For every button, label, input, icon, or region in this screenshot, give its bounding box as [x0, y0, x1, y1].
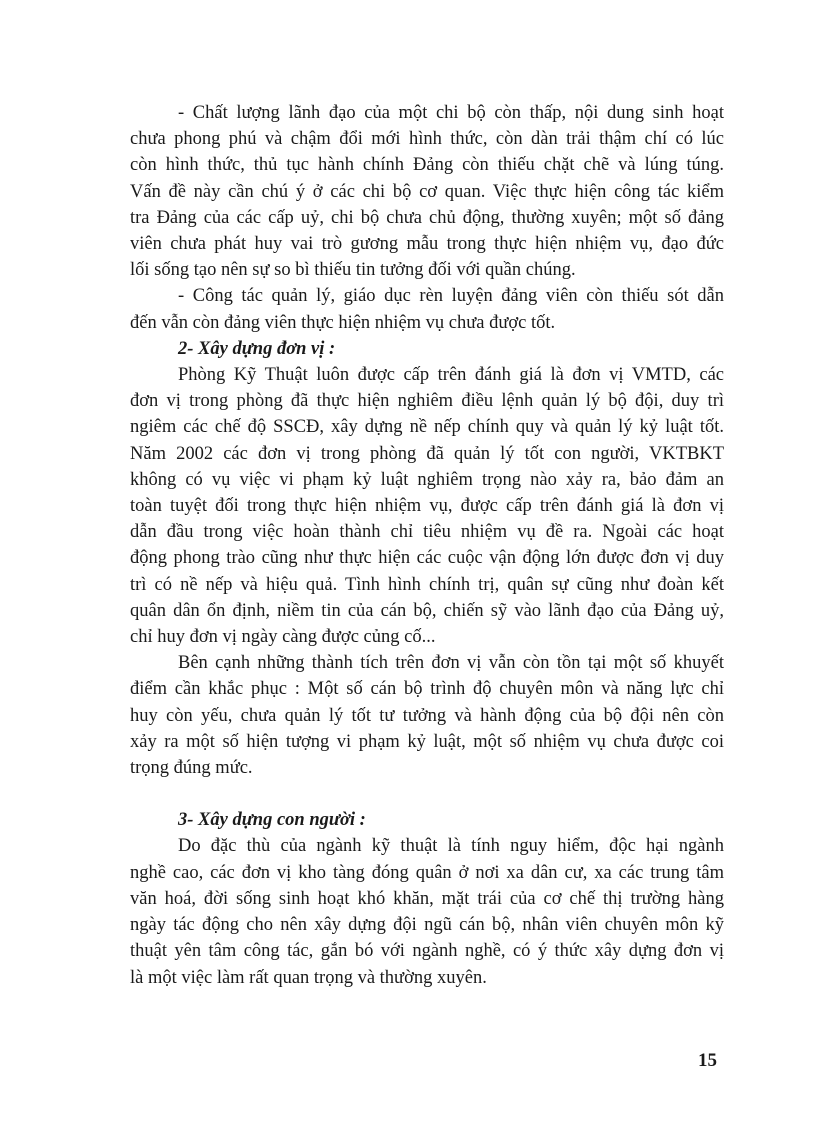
- text-line: Phòng Kỹ Thuật luôn được cấp trên đánh giá là đơn vị VMTD, các: [178, 365, 724, 386]
- paragraph-unit-achievements: [130, 362, 724, 650]
- text-line: Vấn đề này cần chú ý ở các chi bộ cơ quan. Việc thực hiện công tác kiểm: [130, 181, 724, 202]
- text-line: chỉ huy đơn vị ngày càng được củng cố...: [130, 627, 436, 648]
- text-line: - Chất lượng lãnh đạo của một chi bộ còn thấp, nội dung sinh hoạt: [178, 103, 724, 123]
- text-line: huy còn yếu, chưa quản lý tốt tư tưởng và hành động của bộ đội nên còn: [130, 705, 724, 726]
- text-line: nghề cao, các đơn vị kho tàng đóng quân ở nơi xa dân cư, xa các trung tâm: [130, 862, 724, 883]
- text-line: đến vẫn còn đảng viên thực hiện nhiệm vụ chưa được tốt.: [130, 312, 556, 333]
- text-line: toàn tuyệt đối trong thực hiện nhiệm vụ, được cấp trên đánh giá là đơn vị: [130, 496, 724, 517]
- text-line: đơn vị trong phòng đã thực hiện nghiêm điều lệnh quản lý bộ đội, duy trì: [130, 391, 724, 412]
- text-line: điểm cần khắc phục : Một số cán bộ trình độ chuyên môn và năng lực chỉ: [130, 679, 724, 700]
- text-line: viên chưa phát huy vai trò gương mẫu trong thực hiện nhiệm vụ, đạo đức: [130, 234, 724, 255]
- page-number: 15: [698, 1050, 717, 1071]
- paragraph-unit-shortcomings: [130, 650, 724, 781]
- text-line: động phong trào cũng như thực hiện các cuộc vận động lớn được đơn vị duy: [130, 548, 724, 569]
- text-line: thuật yên tâm công tác, gắn bó với ngành nghề, có ý thức xây dựng đơn vị: [130, 941, 724, 962]
- text-line: trọng đúng mức.: [130, 758, 253, 779]
- paragraph-people-building: [130, 833, 724, 990]
- section-heading-unit-building: 2- Xây dựng đơn vị :: [178, 338, 336, 359]
- text-line: xảy ra một số hiện tượng vi phạm kỷ luật, một số nhiệm vụ chưa được coi: [130, 731, 724, 752]
- text-line: văn hoá, đời sống sinh hoạt khó khăn, mặt trái của cơ chế thị trường hàng: [130, 888, 724, 909]
- text-line: Năm 2002 các đơn vị trong phòng đã quản lý tốt con người, VKTBKT: [130, 443, 724, 464]
- text-line: không có vụ việc vi phạm kỷ luật nghiêm trọng nào xảy ra, bảo đảm an: [130, 469, 724, 490]
- paragraph-party-leadership-weaknesses: [130, 100, 724, 283]
- section-spacer: [130, 781, 724, 807]
- text-line: - Công tác quản lý, giáo dục rèn luyện đảng viên còn thiếu sót dẫn: [178, 286, 724, 307]
- text-line: dẫn đầu trong việc hoàn thành chỉ tiêu nhiệm vụ đề ra. Ngoài các hoạt: [130, 522, 724, 543]
- text-line: tra Đảng của các cấp uỷ, chi bộ chưa chủ động, thường xuyên; một số đảng: [130, 207, 724, 228]
- text-line: Do đặc thù của ngành kỹ thuật là tính nguy hiểm, độc hại ngành: [178, 836, 724, 857]
- text-line: là một việc làm rất quan trọng và thường xuyên.: [130, 967, 487, 988]
- text-line: còn hình thức, thủ tục hành chính Đảng còn thiếu chặt chẽ và lúng túng.: [130, 155, 724, 176]
- text-line: ngày tác động cho nên xây dựng đội ngũ cán bộ, nhân viên chuyên môn kỹ: [130, 915, 724, 936]
- text-line: lối sống tạo nên sự so bì thiếu tin tưởng đối với quần chúng.: [130, 260, 576, 281]
- paragraph-party-member-management: [130, 283, 724, 335]
- text-line: Bên cạnh những thành tích trên đơn vị vẫn còn tồn tại một số khuyết: [178, 653, 724, 674]
- document-page: [130, 100, 724, 991]
- text-line: chưa phong phú và chậm đổi mới hình thức, còn dàn trải thậm chí có lúc: [130, 129, 724, 150]
- section-heading-people-building: 3- Xây dựng con người :: [178, 810, 366, 831]
- text-line: trì có nề nếp và hiệu quả. Tình hình chính trị, quân sự cũng như đoàn kết: [130, 574, 724, 595]
- text-line: ngiêm các chế độ SSCĐ, xây dựng nề nếp chính quy và quản lý kỷ luật tốt.: [130, 417, 724, 438]
- text-line: quân dân ổn định, niềm tin của cán bộ, chiến sỹ vào lãnh đạo của Đảng uỷ,: [130, 600, 724, 621]
